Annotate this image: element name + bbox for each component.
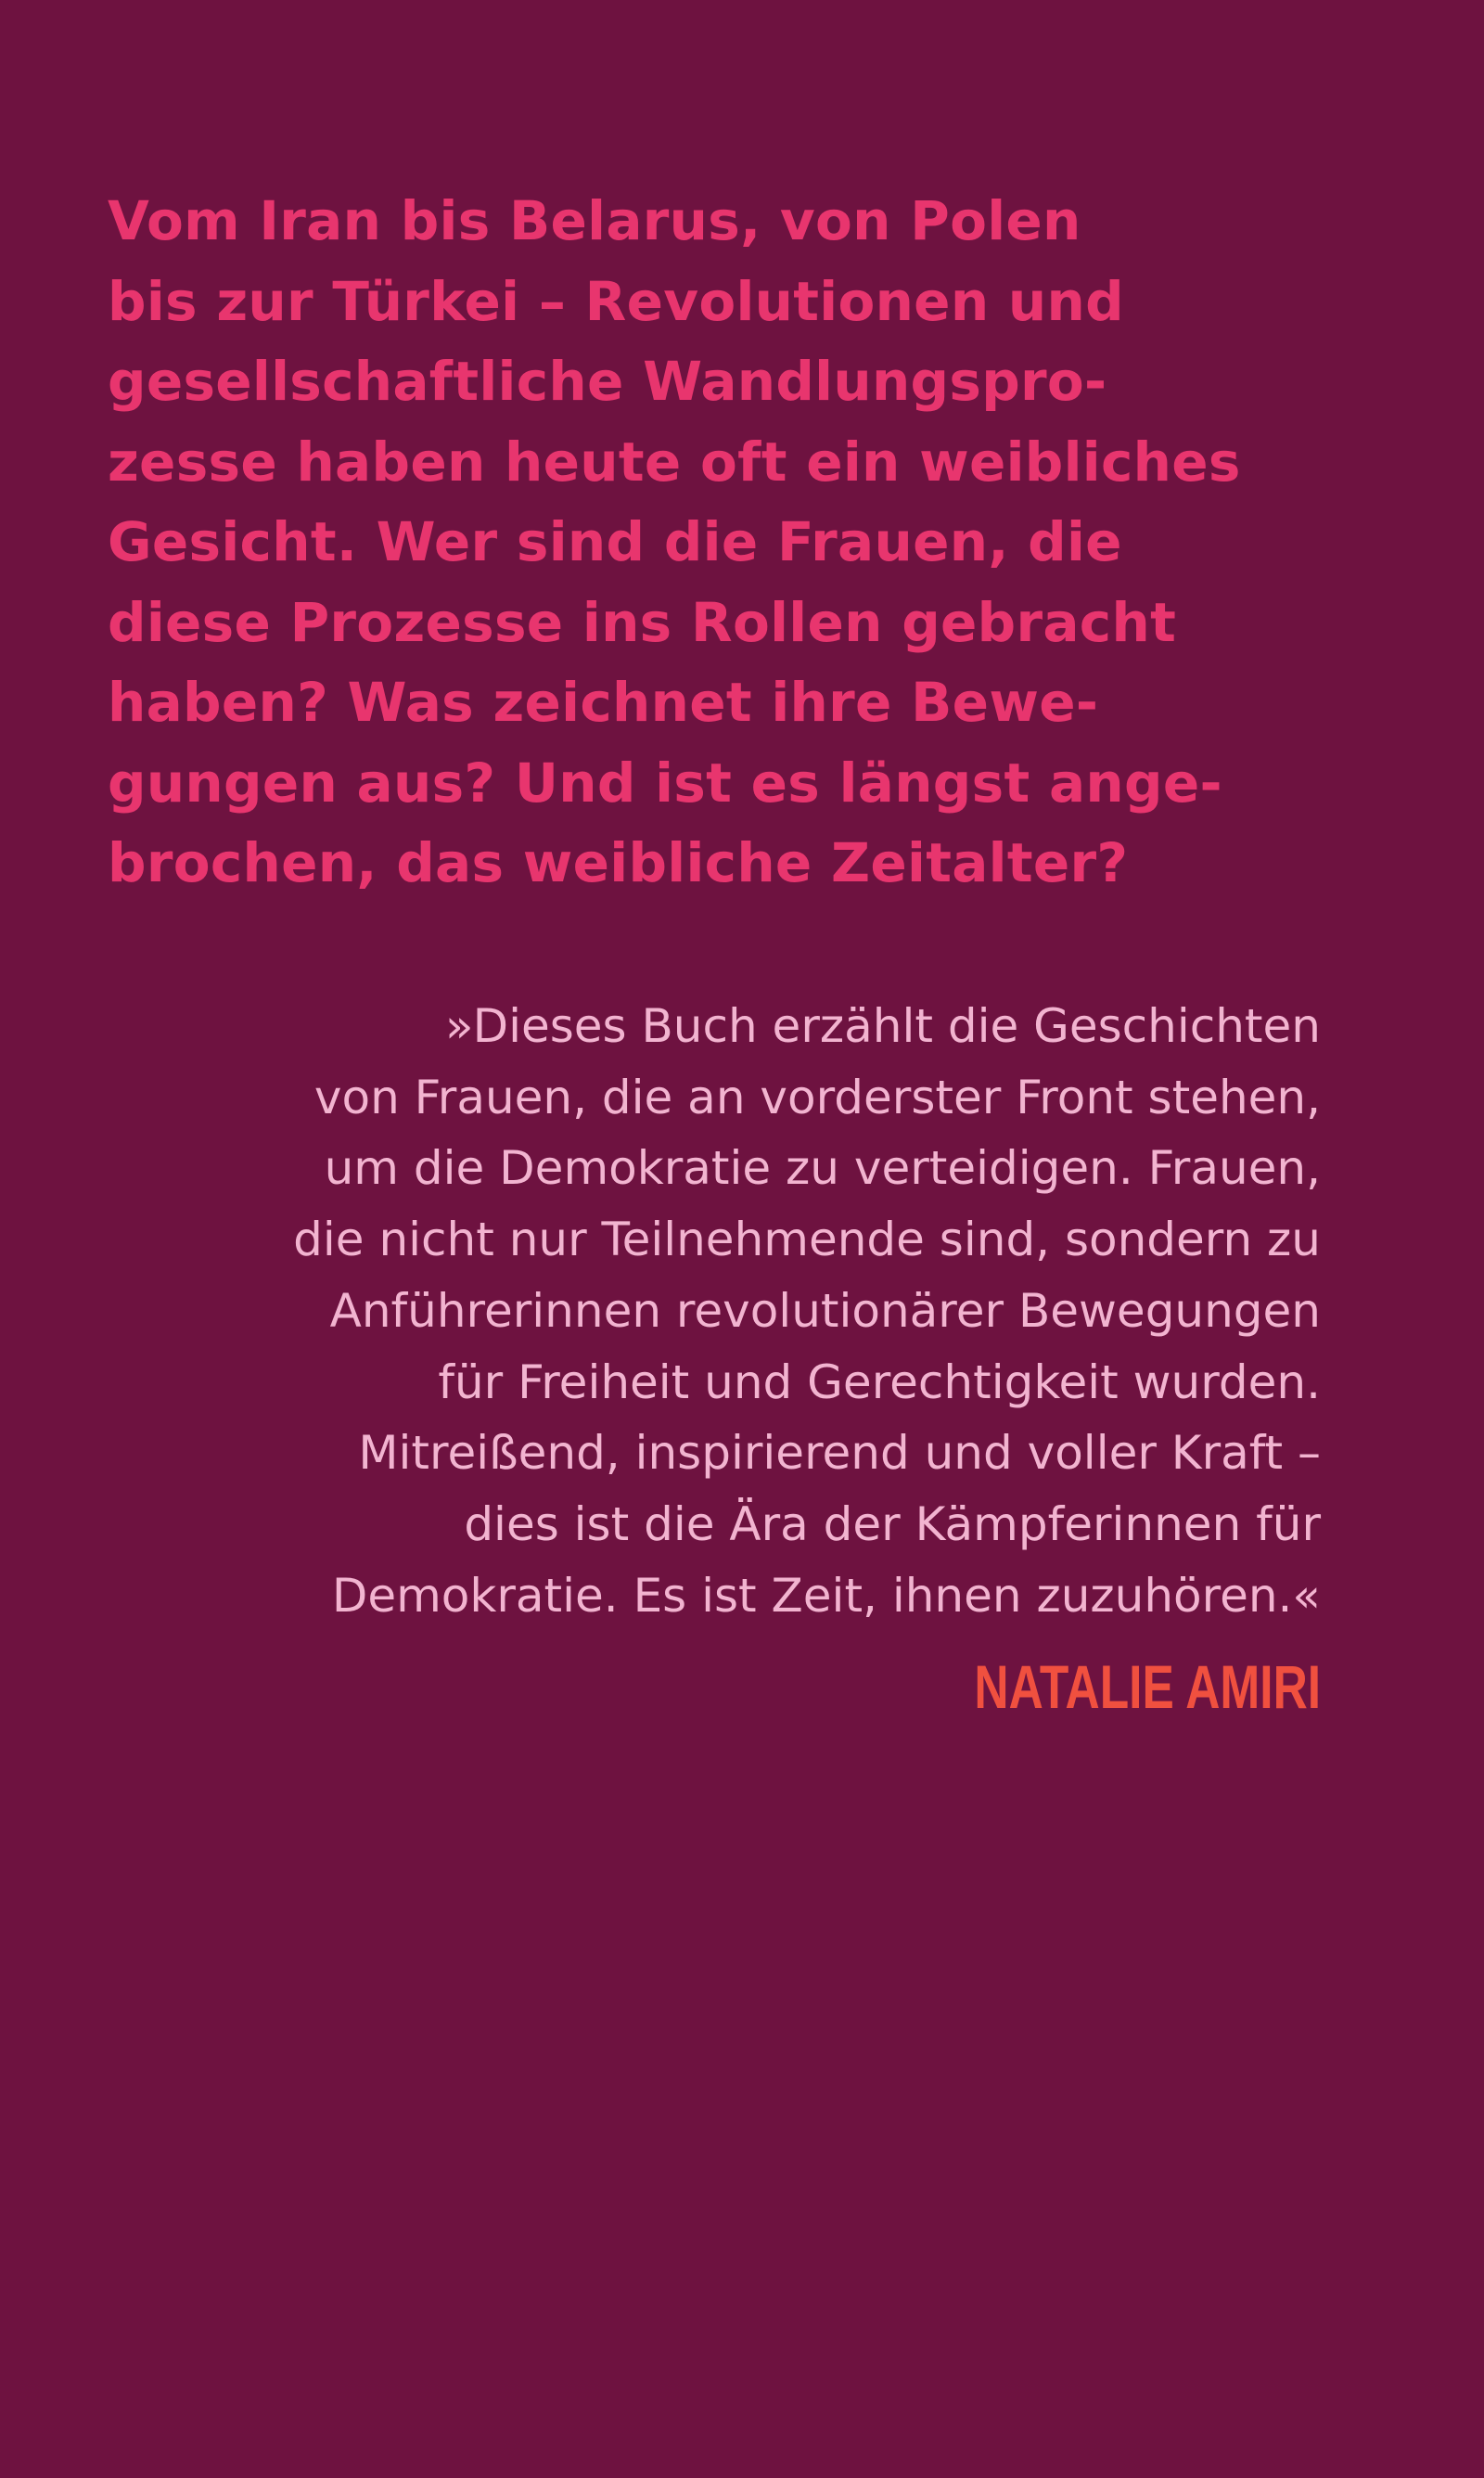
intro-line: Gesicht. Wer sind die Frauen, die (108, 510, 1122, 573)
intro-line: gungen aus? Und ist es längst ange- (108, 751, 1222, 815)
intro-line: brochen, das weibliche Zeitalter? (108, 831, 1129, 894)
quote-line: »Dieses Buch erzählt die Geschichten (444, 999, 1321, 1053)
quote-line: um die Demokratie zu verteidigen. Frauen, (324, 1141, 1321, 1196)
quote-line: dies ist die Ära der Kämpferinnen für (464, 1496, 1321, 1551)
quote-line: für Freiheit und Gerechtigkeit wurden. (438, 1355, 1321, 1409)
quote-line: Demokratie. Es ist Zeit, ihnen zuzuhören.« (331, 1568, 1321, 1623)
intro-line: haben? Was zeichnet ihre Bewe- (108, 671, 1099, 734)
blurb-quote (115, 991, 1321, 1631)
intro-line: bis zur Türkei – Revolutionen und (108, 269, 1124, 333)
quote-line: Mitreißend, inspirierend und voller Kraft – (358, 1426, 1321, 1481)
quote-line: die nicht nur Teilnehmende sind, sondern zu (293, 1213, 1321, 1267)
quote-author: NATALIE AMIRI (974, 1652, 1321, 1721)
quote-line: Anführerinnen revolutionärer Bewegungen (329, 1283, 1321, 1338)
intro-line: Vom Iran bis Belarus, von Polen (108, 189, 1081, 252)
intro-line: diese Prozesse ins Rollen gebracht (108, 590, 1177, 654)
quote-line: von Frauen, die an vorderster Front stehen, (313, 1070, 1321, 1124)
intro-line: zesse haben heute oft ein weibliches (108, 430, 1241, 494)
intro-line: gesellschaftliche Wandlungspro- (108, 350, 1107, 413)
intro-paragraph (108, 181, 1388, 904)
